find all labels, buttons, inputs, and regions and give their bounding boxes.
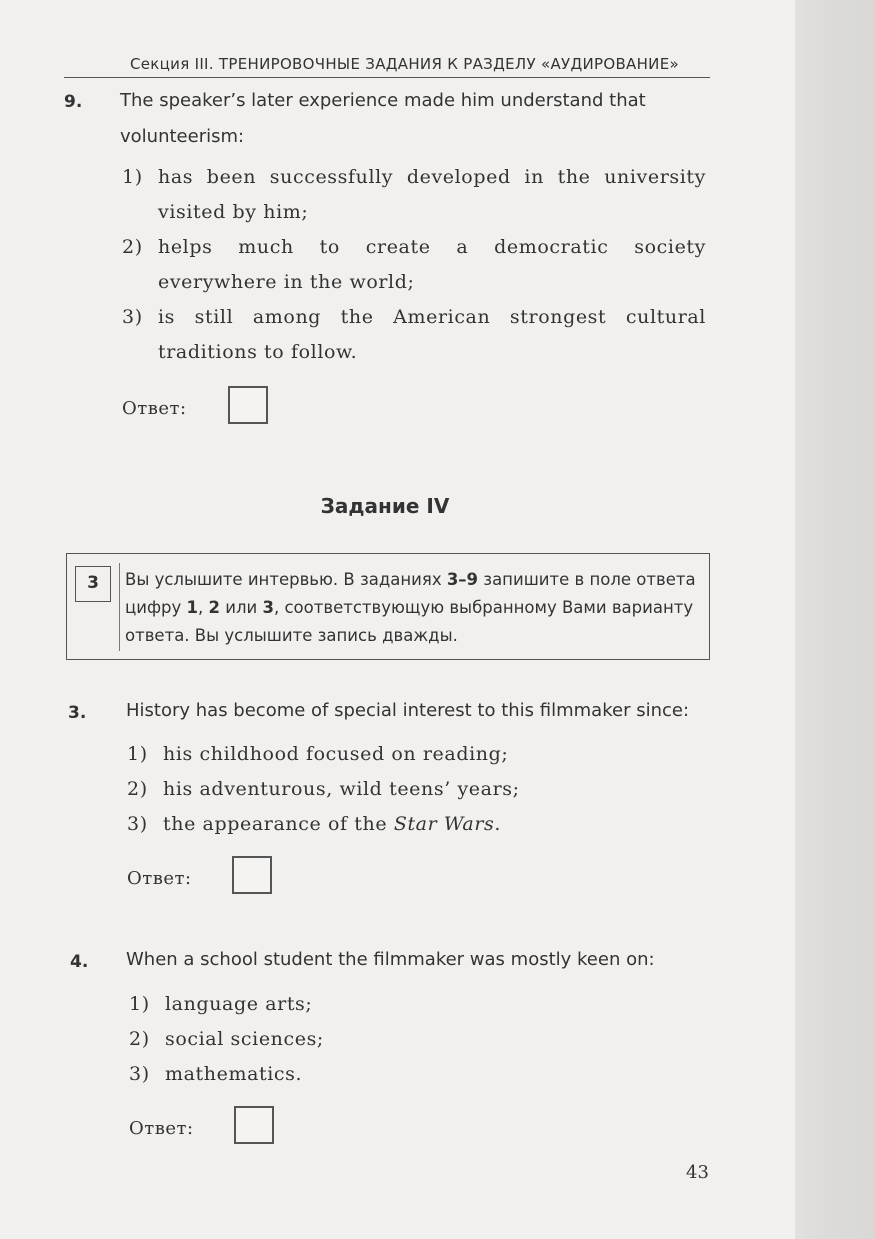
instruction-text: Вы услышите интервью. В заданиях 3–9 запишите в поле ответа цифру 1, 2 или 3, соответствующую выбранному Вами варианту ответа. Вы услышите запись дважды. xyxy=(125,570,696,645)
section-header: Секция III. ТРЕНИРОВОЧНЫЕ ЗАДАНИЯ К РАЗДЕЛУ «АУДИРОВАНИЕ» xyxy=(130,55,679,73)
option-1 xyxy=(129,987,689,1022)
question-9-stem: The speaker’s later experience made him understand that volunteerism: xyxy=(120,90,646,147)
option-text: is still among the American strongest cultural traditions to follow. xyxy=(158,306,706,363)
question-3-number: 3. xyxy=(68,703,87,723)
option-2 xyxy=(129,1022,689,1057)
question-4-stem: When a school student the filmmaker was mostly keen on: xyxy=(126,949,655,970)
option-text: has been successfully developed in the university visited by him; xyxy=(158,166,706,223)
answer-label: Ответ: xyxy=(122,398,187,419)
question-4-options xyxy=(129,987,689,1092)
question-9-options xyxy=(122,160,706,370)
option-number: 2) xyxy=(129,1028,150,1050)
option-2 xyxy=(122,230,706,300)
option-number: 1) xyxy=(122,166,143,188)
question-3-stem: History has become of special interest to this filmmaker since: xyxy=(126,700,690,721)
option-number: 2) xyxy=(122,236,143,258)
option-1 xyxy=(122,160,706,230)
option-text: mathematics. xyxy=(165,1063,303,1085)
option-text: the appearance of the Star Wars. xyxy=(163,813,502,835)
answer-label: Ответ: xyxy=(127,868,192,889)
option-text: his childhood focused on reading; xyxy=(163,743,509,765)
option-2 xyxy=(127,772,687,807)
answer-box-q9[interactable] xyxy=(228,386,268,424)
option-1 xyxy=(127,737,687,772)
option-text: social sciences; xyxy=(165,1028,324,1050)
option-text: language arts; xyxy=(165,993,313,1015)
instruction-number: 3 xyxy=(75,566,111,602)
option-number: 3) xyxy=(122,306,143,328)
instruction-separator xyxy=(119,563,120,651)
header-rule xyxy=(64,77,710,78)
task-heading: Задание IV xyxy=(320,494,450,518)
option-text: his adventurous, wild teens’ years; xyxy=(163,778,520,800)
question-3-options xyxy=(127,737,687,842)
option-number: 1) xyxy=(129,993,150,1015)
question-9-number: 9. xyxy=(64,92,83,112)
option-number: 2) xyxy=(127,778,148,800)
option-number: 1) xyxy=(127,743,148,765)
answer-box-q4[interactable] xyxy=(234,1106,274,1144)
page-number: 43 xyxy=(686,1162,709,1183)
instruction-box xyxy=(66,553,710,660)
film-title: Star Wars xyxy=(393,813,495,835)
answer-box-q3[interactable] xyxy=(232,856,272,894)
option-3 xyxy=(127,807,687,842)
option-text: helps much to create a democratic society everywhere in the world; xyxy=(158,236,706,293)
scan-edge xyxy=(795,0,875,1239)
question-4-number: 4. xyxy=(70,952,89,972)
option-number: 3) xyxy=(127,813,148,835)
option-3 xyxy=(129,1057,689,1092)
answer-label: Ответ: xyxy=(129,1118,194,1139)
option-number: 3) xyxy=(129,1063,150,1085)
option-3 xyxy=(122,300,706,370)
